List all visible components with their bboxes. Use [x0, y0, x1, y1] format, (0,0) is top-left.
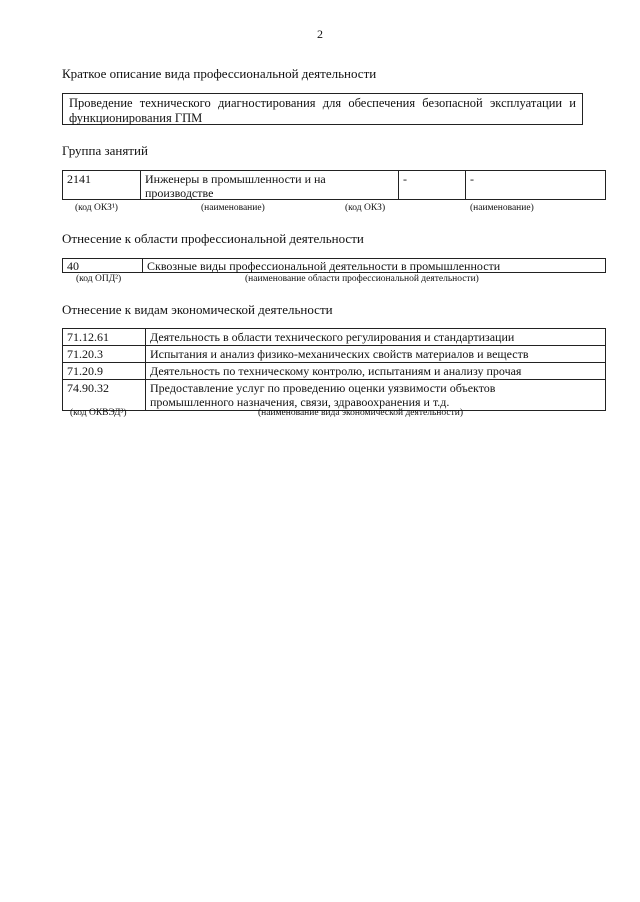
- page-number: 2: [317, 27, 323, 41]
- opd-code: 40: [67, 259, 79, 273]
- caption-okz-code-2: (код ОКЗ): [345, 203, 386, 213]
- caption-okz-code: (код ОКЗ¹): [75, 203, 118, 213]
- table-row: [63, 380, 606, 411]
- opd-name: Сквозные виды профессиональной деятельности в промышленности: [142, 259, 605, 272]
- okz-name-1: Инженеры в промышленности и на производстве: [140, 171, 398, 199]
- caption-opd-name: (наименование области профессиональной деятельности): [245, 274, 479, 284]
- okved-table: [62, 328, 606, 411]
- okz-name-2: -: [465, 171, 605, 199]
- okved-name: Деятельность в области технического регулирования и стандартизации: [146, 329, 606, 346]
- okved-code: 71.12.61: [63, 329, 146, 346]
- economic-activity-heading: Отнесение к видам экономической деятельности: [62, 302, 333, 317]
- okved-code: 71.20.9: [63, 363, 146, 380]
- okved-name: Деятельность по техническому контролю, испытаниям и анализу прочая: [146, 363, 606, 380]
- table-row: [63, 329, 606, 346]
- description-text: Проведение технического диагностирования для обеспечения безопасной эксплуатации и функционирования ГПМ: [62, 93, 583, 125]
- activity-area-table: [62, 258, 606, 273]
- occupation-group-table: [62, 170, 606, 200]
- caption-okz-name: (наименование): [201, 203, 265, 213]
- caption-okved-name: (наименование вида экономической деятельности): [258, 408, 463, 418]
- okved-name: Предоставление услуг по проведению оценки уязвимости объектов промышленного назначения, связи, здравоохранения и т.д.: [146, 380, 606, 411]
- okz-code-1: 2141: [67, 172, 91, 186]
- okved-name: Испытания и анализ физико-механических свойств материалов и веществ: [146, 346, 606, 363]
- okz-code-2: -: [398, 171, 465, 199]
- description-heading: Краткое описание вида профессиональной деятельности: [62, 66, 377, 81]
- table-row: [63, 346, 606, 363]
- activity-area-heading: Отнесение к области профессиональной деятельности: [62, 231, 364, 246]
- caption-opd-code: (код ОПД²): [76, 274, 122, 284]
- table-row: [63, 363, 606, 380]
- caption-okved-code: (код ОКВЭД³): [70, 408, 127, 418]
- okved-code: 74.90.32: [63, 380, 146, 411]
- okved-code: 71.20.3: [63, 346, 146, 363]
- occupation-group-heading: Группа занятий: [62, 143, 148, 158]
- caption-okz-name-2: (наименование): [470, 203, 534, 213]
